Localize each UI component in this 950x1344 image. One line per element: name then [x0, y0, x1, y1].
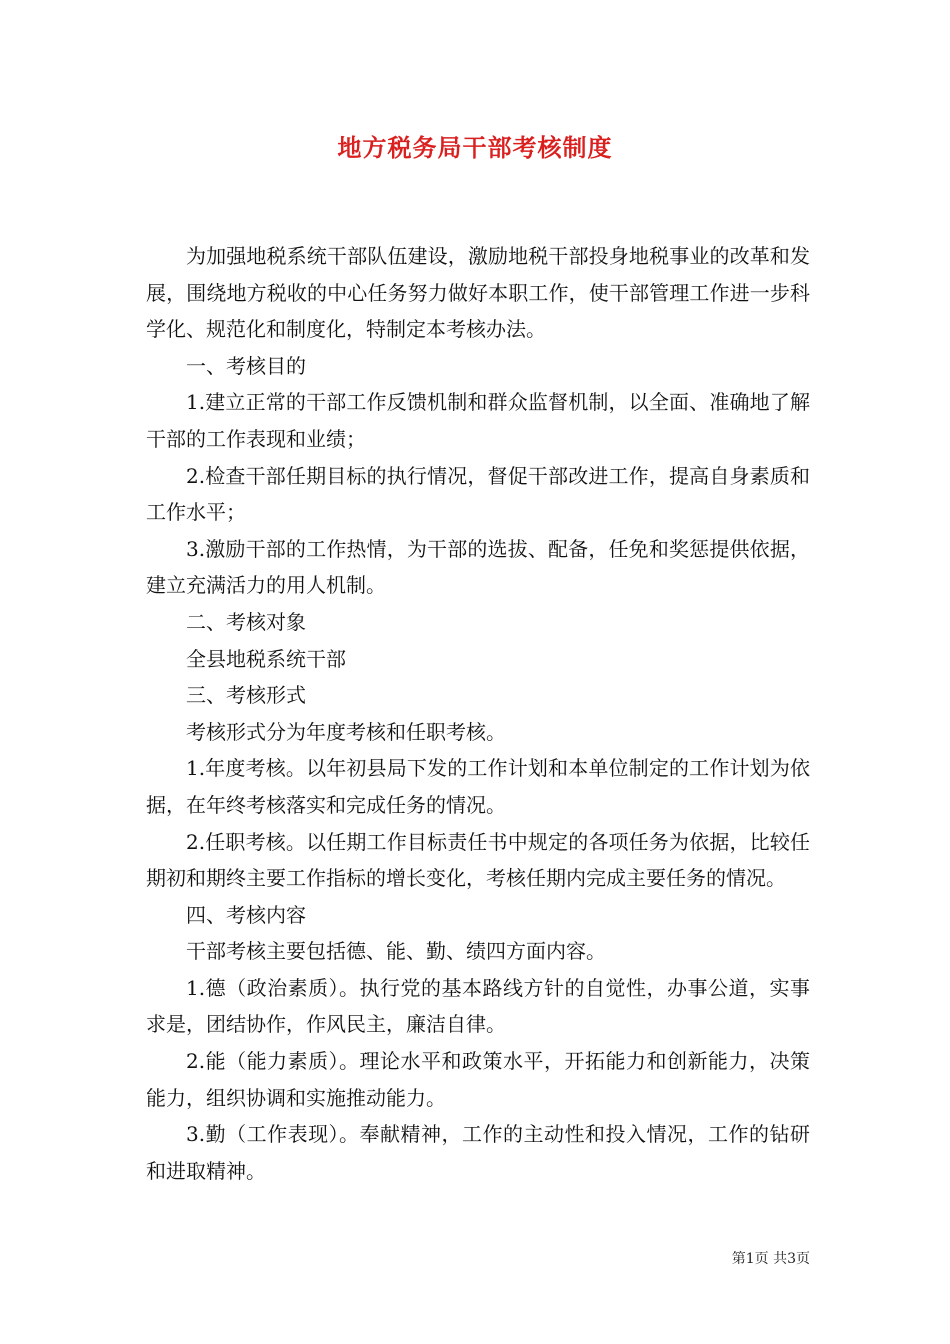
paragraph: 全县地税系统干部	[186, 646, 346, 671]
section-heading: 二、考核对象	[186, 609, 306, 634]
page-number: 第1页 共3页	[731, 1251, 810, 1267]
paragraph: 1.年度考核。以年初县局下发的工作计划和本单位制定的工作计划为依据，在年终考核落实和完成任务的情况。	[146, 756, 810, 817]
paragraph: 2.任职考核。以任期工作目标责任书中规定的各项任务为依据，比较任期初和期终主要工作指标的增长变化，考核任期内完成主要任务的情况。	[146, 829, 810, 891]
paragraph: 2.检查干部任期目标的执行情况，督促干部改进工作，提高自身素质和工作水平；	[146, 463, 810, 525]
paragraph: 3.激励干部的工作热情，为干部的选拔、配备，任免和奖惩提供依据，建立充满活力的用人机制。	[146, 536, 810, 598]
paragraph: 为加强地税系统干部队伍建设，激励地税干部投身地税事业的改革和发展，围绕地方税收的中心任务努力做好本职工作，使干部管理工作进一步科学化、规范化和制度化，特制定本考核办法。	[146, 244, 810, 342]
section-heading: 四、考核内容	[186, 902, 306, 927]
document-title: 地方税务局干部考核制度	[337, 133, 613, 162]
document-body	[146, 238, 810, 1189]
paragraph: 考核形式分为年度考核和任职考核。	[186, 719, 506, 744]
paragraph: 1.德（政治素质）。执行党的基本路线方针的自觉性，办事公道，实事求是，团结协作，作风民主，廉洁自律。	[146, 975, 810, 1037]
paragraph: 干部考核主要包括德、能、勤、绩四方面内容。	[186, 939, 606, 964]
section-heading: 一、考核目的	[186, 353, 306, 378]
paragraph: 1.建立正常的干部工作反馈机制和群众监督机制，以全面、准确地了解干部的工作表现和业绩；	[146, 390, 810, 451]
section-heading: 三、考核形式	[186, 683, 306, 708]
paragraph: 2.能（能力素质）。理论水平和政策水平，开拓能力和创新能力，决策能力，组织协调和实施推动能力。	[146, 1049, 810, 1110]
paragraph: 3.勤（工作表现）。奉献精神，工作的主动性和投入情况，工作的钻研和进取精神。	[146, 1122, 810, 1183]
